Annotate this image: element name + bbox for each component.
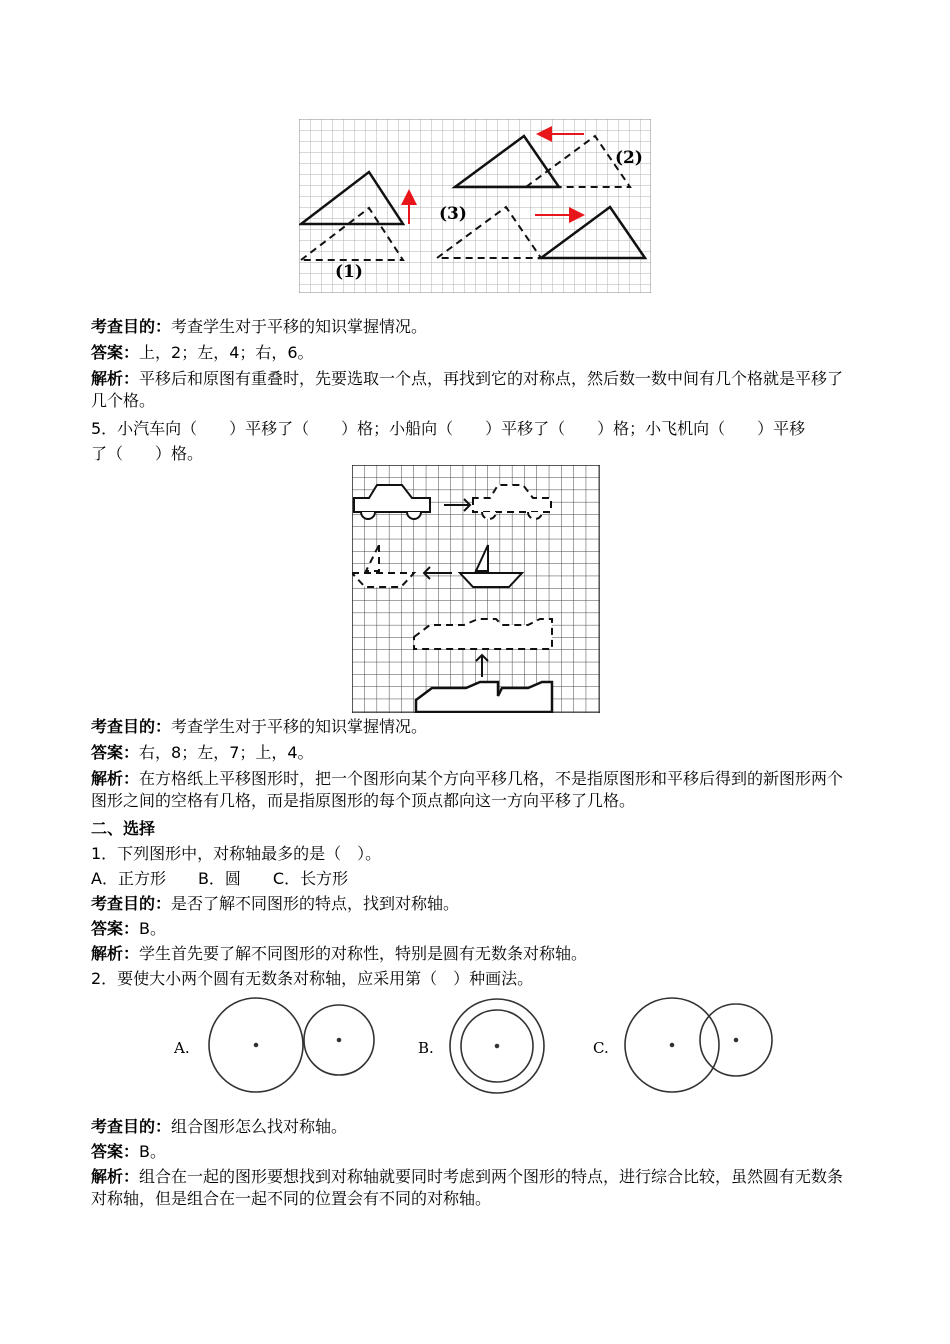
q2-text: 2．要使大小两个圆有无数条对称轴，应采用第（ ）种画法。 — [91, 969, 534, 988]
circle-options-figure — [168, 995, 778, 1097]
option-c-circles — [625, 998, 772, 1092]
option-c-label: C. — [593, 1039, 609, 1057]
section2-heading: 二、选择 — [91, 819, 156, 838]
option-a-circles — [209, 998, 374, 1092]
block1-analysis: 解析：平移后和原图有重叠时，先要选取一个点，再找到它的对称点，然后数一数中间有几个格就是平移了几个格。 — [91, 369, 844, 410]
q2-answer: 答案：B。 — [91, 1142, 166, 1161]
option-a-label: A. — [174, 1039, 190, 1057]
q2-analysis: 解析：组合在一起的图形要想找到对称轴就要同时考虑到两个图形的特点，进行综合比较，虽然圆有无数条对称轴，但是组合在一起不同的位置会有不同的对称轴。 — [91, 1167, 844, 1208]
q1-text: 1．下列图形中，对称轴最多的是（ ）。 — [91, 844, 382, 863]
block1-answer: 答案：上，2；左，4；右，6。 — [91, 343, 314, 362]
block2-purpose: 考查目的：考查学生对于平移的知识掌握情况。 — [91, 717, 428, 736]
block1-purpose: 考查目的：考查学生对于平移的知识掌握情况。 — [91, 317, 428, 336]
q1-purpose: 考查目的：是否了解不同图形的特点，找到对称轴。 — [91, 894, 460, 913]
label-3: (3) — [439, 204, 467, 224]
q1-options: A．正方形 B．圆 C．长方形 — [91, 869, 349, 888]
q2-purpose: 考查目的：组合图形怎么找对称轴。 — [91, 1117, 348, 1136]
label-2: (2) — [615, 148, 643, 168]
q1-answer: 答案：B。 — [91, 919, 166, 938]
translation-grid-figure-2 — [352, 465, 600, 713]
block2-analysis: 解析：在方格纸上平移图形时，把一个图形向某个方向平移几格，不是指原图形和平移后得到的新图形两个图形之间的空格有几格，而是指原图形的每个顶点都向这一方向平移了几格。 — [91, 769, 844, 810]
option-b-label: B. — [418, 1039, 434, 1057]
question5-line2: 了（ ）格。 — [91, 444, 204, 463]
option-b-circles — [450, 999, 544, 1093]
block2-answer: 答案：右，8；左，7；上，4。 — [91, 743, 314, 762]
q1-analysis: 解析：学生首先要了解不同图形的对称性，特别是圆有无数条对称轴。 — [91, 944, 588, 963]
question5-line1: 5．小汽车向（ ）平移了（ ）格；小船向（ ）平移了（ ）格；小飞机向（ ）平移 — [91, 419, 806, 438]
translation-grid-figure-1 — [299, 119, 651, 293]
label-1: (1) — [335, 262, 363, 282]
